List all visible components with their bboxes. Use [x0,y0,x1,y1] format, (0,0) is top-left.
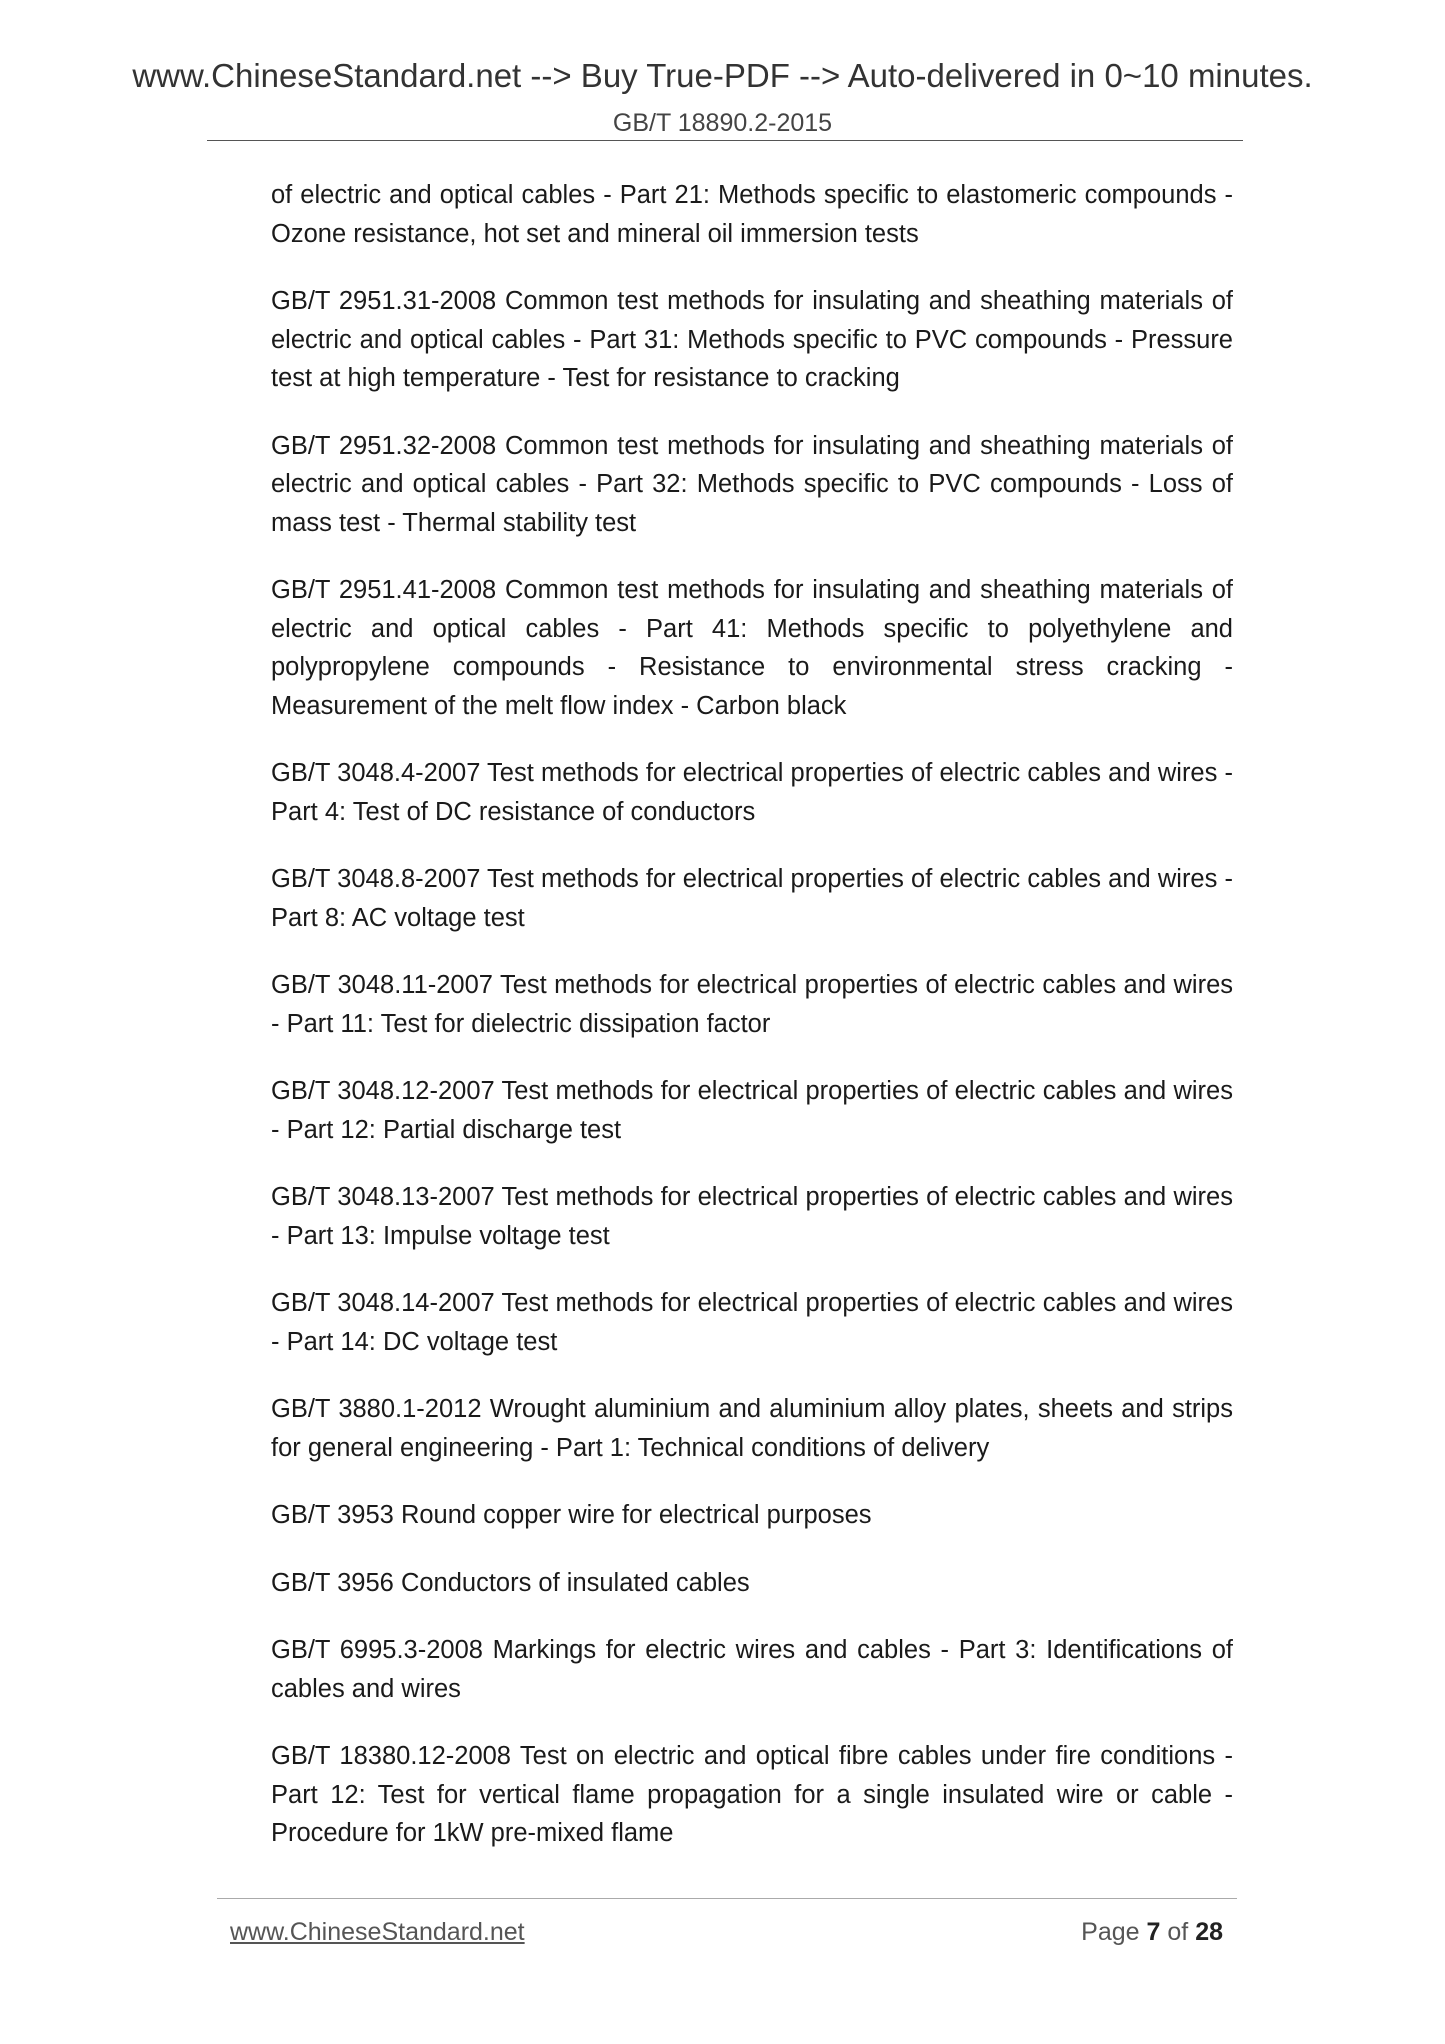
normative-references-list [271,176,1233,1882]
total-pages: 28 [1195,1918,1223,1946]
reference-entry: of electric and optical cables - Part 21: Methods specific to elastomeric compounds - Ozone resistance, hot set and mineral oil immersion tests [271,181,1233,248]
reference-entry: GB/T 18380.12-2008 Test on electric and optical fibre cables under fire conditions - Part 12: Test for vertical flame propagation for a single insulated wire or cable - Procedure for 1kW pre-mixed flame [271,1742,1233,1847]
header-divider [207,140,1243,141]
header-banner: www.ChineseStandard.net --> Buy True-PDF --> Auto-delivered in 0~10 minutes. [132,57,1313,94]
page-prefix: Page [1081,1918,1140,1946]
reference-entry: GB/T 3956 Conductors of insulated cables [271,1568,750,1597]
reference-entry: GB/T 2951.32-2008 Common test methods for insulating and sheathing materials of electric and optical cables - Part 32: Methods specific to PVC compounds - Loss of mass test - Thermal stability test [271,431,1233,537]
reference-entry: GB/T 3048.8-2007 Test methods for electrical properties of electric cables and wires - Part 8: AC voltage test [271,865,1233,932]
reference-entry: GB/T 3048.13-2007 Test methods for electrical properties of electric cables and wires - Part 13: Impulse voltage test [271,1183,1233,1250]
footer-site-link[interactable]: www.ChineseStandard.net [230,1918,525,1946]
current-page: 7 [1146,1918,1161,1946]
reference-entry: GB/T 3048.12-2007 Test methods for electrical properties of electric cables and wires - Part 12: Partial discharge test [271,1077,1233,1144]
reference-entry: GB/T 3048.14-2007 Test methods for electrical properties of electric cables and wires - Part 14: DC voltage test [271,1289,1233,1356]
reference-entry: GB/T 3048.4-2007 Test methods for electrical properties of electric cables and wires - Part 4: Test of DC resistance of conductors [271,759,1233,826]
reference-entry: GB/T 3048.11-2007 Test methods for electrical properties of electric cables and wires - Part 11: Test for dielectric dissipation factor [271,971,1233,1038]
footer-divider [217,1898,1237,1899]
page-separator: of [1167,1918,1189,1946]
document-id: GB/T 18890.2-2015 [612,109,833,137]
reference-entry: GB/T 6995.3-2008 Markings for electric wires and cables - Part 3: Identifications of cables and wires [271,1636,1233,1703]
page-number [1081,1916,1223,1948]
reference-entry: GB/T 2951.31-2008 Common test methods for insulating and sheathing materials of electric and optical cables - Part 31: Methods specific to PVC compounds - Pressure test at high temperature - Test for resistance to cracking [271,287,1233,392]
reference-entry: GB/T 3953 Round copper wire for electrical purposes [271,1501,872,1529]
reference-entry: GB/T 2951.41-2008 Common test methods for insulating and sheathing materials of electric and optical cables - Part 41: Methods specific to polyethylene and polypropylene compounds - Resistance to environmental stress cracking - Measurement of the melt flow index - Carbon black [271,576,1233,720]
reference-entry: GB/T 3880.1-2012 Wrought aluminium and aluminium alloy plates, sheets and strips for general engineering - Part 1: Technical conditions of delivery [271,1395,1233,1462]
